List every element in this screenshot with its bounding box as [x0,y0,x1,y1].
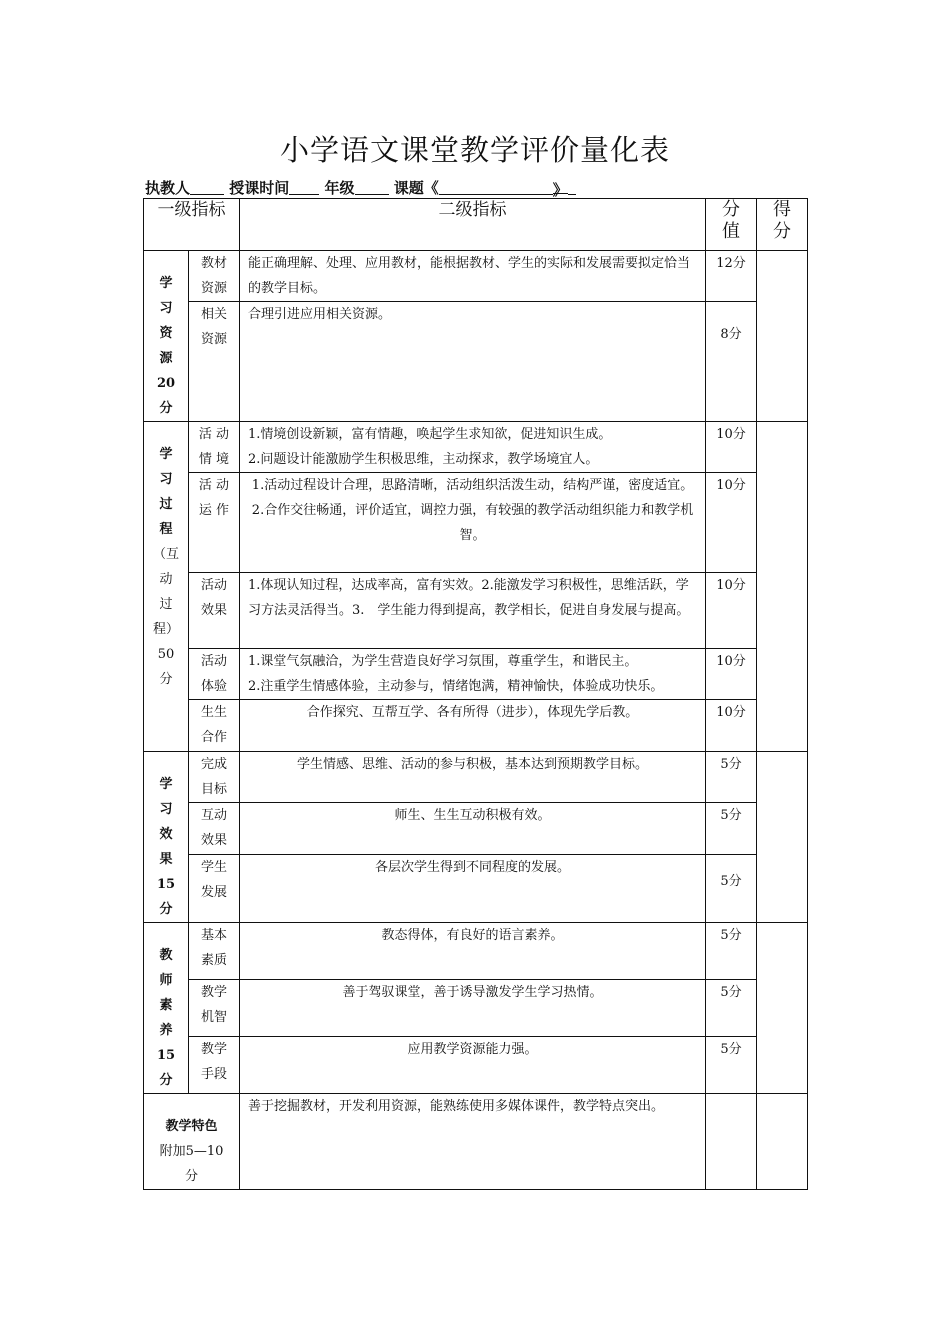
subindicator-line: 教学 [200,985,227,1000]
table-row [144,473,808,573]
table-row [144,251,808,302]
category-char: 养 [159,1023,173,1038]
table-row [144,854,808,922]
evaluation-table [143,198,808,1190]
criteria-line: 1.情境创设新颖，富有情趣，唤起学生求知欲，促进知识生成。 [248,427,612,442]
feature-extra-line: 分 [184,1169,198,1184]
subindicator-cell [189,1037,240,1094]
subindicator-cell [189,854,240,922]
feature-criteria: 善于挖掘教材，开发利用资源，能熟练使用多媒体课件，教学特点突出。 [248,1099,665,1114]
feature-extra-line: 附加5—10 [159,1144,224,1159]
category-char: 15 [156,1048,176,1063]
topic-blank [439,180,553,195]
category-char: 20 [156,376,176,391]
criteria-cell [240,1037,706,1094]
criteria-line: 1.课堂气氛融洽，为学生营造良好学习氛围，尊重学生，和谐民主。 [248,654,638,669]
category-char: 15 [156,877,176,892]
score-value-header-line: 值 [722,221,740,242]
subindicator-line: 相关 [200,307,227,322]
criteria-cell [240,649,706,700]
subindicator-cell [189,302,240,422]
criteria-cell [240,923,706,980]
category-char: 过 [159,597,173,612]
subindicator-line: 合作 [200,730,227,745]
score-value-cell: 10分 [706,573,757,649]
table-row [144,1037,808,1094]
table-row [144,302,808,422]
category-char: 分 [159,401,173,416]
category-char: 分 [159,1073,173,1088]
table-row [144,803,808,854]
score-value-cell: 5分 [706,1037,757,1094]
score-value-cell: 5分 [706,803,757,854]
subindicator-line: 机智 [200,1010,227,1025]
criteria-line: 各层次学生得到不同程度的发展。 [374,859,570,875]
criteria-cell [240,980,706,1037]
subindicator-line: 情 境 [198,452,230,467]
subindicator-line: 教材 [200,256,227,271]
score-value-cell: 5分 [706,752,757,803]
subindicator-line: 活 动 [198,478,230,493]
score-value-cell: 8分 [706,302,757,422]
table-row [144,923,808,980]
criteria-cell [240,854,706,922]
subindicator-line: 学生 [200,859,227,875]
criteria-line: 学生情感、思维、活动的参与积极，基本达到预期教学目标。 [296,757,648,772]
category-cell [144,422,189,752]
score-got-header [757,199,808,251]
score-value-cell: 5分 [706,854,757,922]
subindicator-cell [189,649,240,700]
score-value-cell: 10分 [706,700,757,752]
time-blank [289,180,319,195]
feature-criteria-cell [240,1094,706,1190]
subindicator-line: 运 作 [198,503,230,518]
category-char: 学 [159,276,173,291]
criteria-cell [240,302,706,422]
subindicator-line: 完成 [200,757,227,772]
score-value-cell: 10分 [706,473,757,573]
feature-score-got-cell[interactable] [757,1094,808,1190]
score-got-cell[interactable] [757,752,808,923]
topic-tail [568,180,576,195]
criteria-line: 教态得体，有良好的语言素养。 [381,928,564,943]
table-row [144,573,808,649]
criteria-line: 1.体现认知过程，达成率高，富有实效。2.能激发学习积极性，思维活跃，学习方法灵活得当。3. 学生能力得到提高，教学相长，促进自身发展与提高。 [248,578,690,618]
category-char: 资 [159,326,173,341]
subindicator-line: 互动 [200,808,227,824]
subindicator-line: 目标 [200,782,227,797]
subindicator-line: 活动 [200,578,227,593]
subindicator-line: 效果 [200,833,227,849]
category-char: 习 [159,472,173,487]
category-char: 习 [159,802,173,817]
subindicator-cell [189,980,240,1037]
criteria-cell [240,473,706,573]
feature-row [144,1094,808,1190]
subindicator-line: 素质 [200,953,227,968]
teacher-blank [190,180,224,195]
subindicator-cell [189,573,240,649]
table-row [144,700,808,752]
subindicator-line: 资源 [200,332,227,347]
header-row [144,199,808,251]
criteria-cell [240,700,706,752]
category-char: 师 [159,973,173,988]
criteria-line: 2.合作交往畅通，评价适宜，调控力强，有较强的教学活动组织能力和教学机智。 [251,503,694,543]
subindicator-cell [189,700,240,752]
feature-label-cell [144,1094,240,1190]
score-value-cell: 12分 [706,251,757,302]
topic-end: 》 [552,181,568,199]
score-got-header-line: 得 [773,199,791,220]
score-value-cell: 10分 [706,422,757,473]
score-got-cell[interactable] [757,422,808,752]
subindicator-line: 发展 [200,884,227,900]
criteria-line: 2.注重学生情感体验，主动参与，情绪饱满，精神愉快，体验成功快乐。 [248,679,664,694]
grade-label: 年级 [324,179,355,197]
criteria-line: 应用教学资源能力强。 [407,1042,538,1057]
subindicator-line: 基本 [200,928,227,943]
grade-blank [355,180,389,195]
category-cell [144,752,189,923]
category-cell [144,251,189,422]
score-value-cell: 10分 [706,649,757,700]
category-char: 教 [159,948,173,963]
criteria-cell [240,752,706,803]
subindicator-line: 效果 [200,603,227,618]
table-row [144,752,808,803]
criteria-line: 能正确理解、处理、应用教材，能根据教材、学生的实际和发展需要拟定恰当的教学目标。 [248,256,691,296]
subindicator-line: 活 动 [198,427,230,442]
subindicator-cell [189,473,240,573]
category-char: 源 [159,351,173,366]
score-value-cell: 5分 [706,923,757,980]
category-char: 习 [159,301,173,316]
table-row [144,422,808,473]
criteria-line: 合作探究、互帮互学、各有所得（进步），体现先学后教。 [306,705,639,720]
criteria-line: 1.活动过程设计合理，思路清晰，活动组织活泼生动，结构严谨，密度适宜。 [251,478,694,493]
header-fields [145,177,576,198]
criteria-cell [240,251,706,302]
category-char: 学 [159,447,173,462]
category-char: 效 [159,827,173,842]
category-char: 动 [159,572,173,587]
subindicator-cell [189,752,240,803]
time-label: 授课时间 [229,179,290,197]
subindicator-cell [189,251,240,302]
criteria-line: 善于驾驭课堂，善于诱导激发学生学习热情。 [342,985,603,1000]
feature-score-value-cell [706,1094,757,1190]
table-row [144,980,808,1037]
subindicator-line: 手段 [200,1067,227,1082]
page-title: 小学语文课堂教学评价量化表 [279,133,670,167]
category-char: 素 [159,998,173,1013]
feature-label: 教学特色 [165,1119,218,1134]
level2-header: 二级指标 [240,199,706,251]
score-value-cell: 5分 [706,980,757,1037]
subindicator-line: 资源 [200,281,227,296]
score-got-cell[interactable] [757,251,808,422]
subindicator-cell [189,803,240,854]
criteria-cell [240,422,706,473]
category-char: （互 [152,547,179,562]
level1-header: 一级指标 [144,199,240,251]
category-char: 程 [159,522,173,537]
criteria-cell [240,573,706,649]
teacher-label: 执教人 [145,179,191,197]
category-char: 程） [152,622,179,637]
criteria-line: 2.问题设计能激励学生积极思维，主动探求，教学场境宜人。 [248,452,599,467]
score-value-header [706,199,757,251]
category-char: 50 [157,647,175,662]
criteria-line: 师生、生生互动积极有效。 [394,808,551,824]
category-char: 学 [159,777,173,792]
score-got-cell[interactable] [757,923,808,1094]
table-row [144,649,808,700]
criteria-line: 合理引进应用相关资源。 [248,307,392,322]
subindicator-line: 生生 [200,705,227,720]
category-char: 果 [159,852,173,867]
subindicator-cell [189,923,240,980]
subindicator-line: 教学 [200,1042,227,1057]
category-cell [144,923,189,1094]
category-char: 过 [159,497,173,512]
category-char: 分 [159,902,173,917]
score-got-header-line: 分 [773,221,791,242]
score-value-header-line: 分 [722,199,740,220]
category-char: 分 [159,672,173,687]
subindicator-cell [189,422,240,473]
topic-label: 课题《 [393,179,439,197]
criteria-cell [240,803,706,854]
subindicator-line: 活动 [200,654,227,669]
subindicator-line: 体验 [200,679,227,694]
